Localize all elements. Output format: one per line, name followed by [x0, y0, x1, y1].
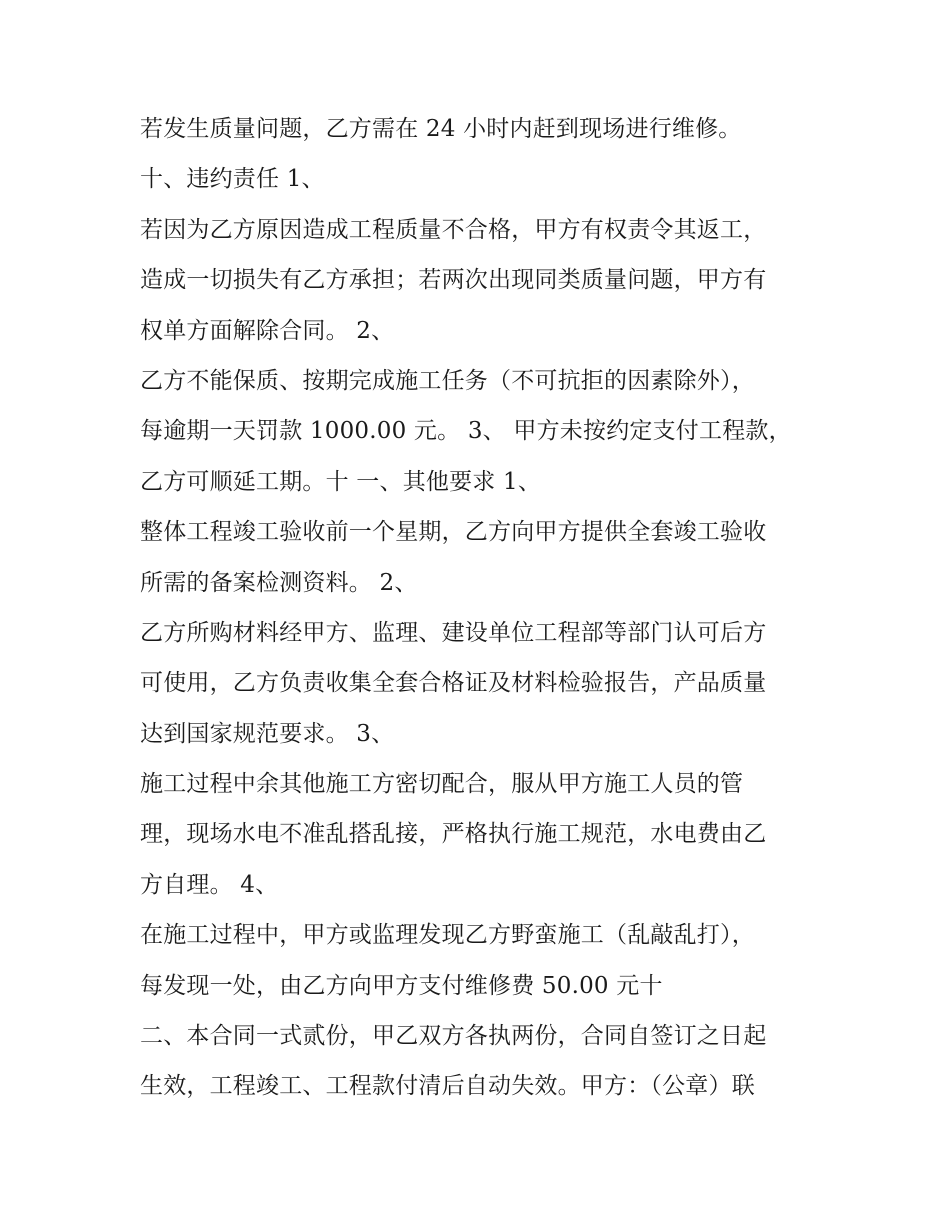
text-line: 乙方不能保质、按期完成施工任务（不可抗拒的因素除外），	[140, 367, 755, 394]
text-line: 在施工过程中，甲方或监理发现乙方野蛮施工（乱敲乱打），	[140, 922, 755, 949]
text-line: 二、本合同一式贰份，甲乙双方各执两份，合同自签订之日起	[140, 1023, 767, 1050]
text-line: 乙方所购材料经甲方、监理、建设单位工程部等部门认可后方	[140, 619, 767, 646]
text-line: 若因为乙方原因造成工程质量不合格，甲方有权责令其返工，	[140, 216, 767, 243]
text-line: 生效，工程竣工、工程款付清后自动失效。甲方：（公章）联	[140, 1073, 755, 1100]
text-line: 造成一切损失有乙方承担；若两次出现同类质量问题，甲方有	[140, 267, 767, 294]
text-line: 权单方面解除合同。 2、	[140, 317, 395, 344]
text-line: 乙方可顺延工期。十 一、其他要求 1、	[140, 468, 542, 495]
text-line: 施工过程中余其他施工方密切配合，服从甲方施工人员的管	[140, 771, 744, 798]
text-line: 整体工程竣工验收前一个星期，乙方向甲方提供全套竣工验收	[140, 519, 767, 546]
text-line: 若发生质量问题，乙方需在 24 小时内赶到现场进行维修。	[140, 116, 742, 142]
text-line: 方自理。 4、	[140, 871, 279, 898]
text-line: 每发现一处，由乙方向甲方支付维修费 50.00 元十	[140, 972, 663, 999]
text-line: 十、违约责任 1、	[140, 166, 325, 193]
contract-text	[140, 104, 830, 1112]
text-line: 理，现场水电不准乱搭乱接，严格执行施工规范，水电费由乙	[140, 821, 767, 848]
text-line: 所需的备案检测资料。 2、	[140, 569, 418, 596]
text-line: 每逾期一天罚款 1000.00 元。 3、 甲方未按约定支付工程款，	[140, 418, 792, 445]
text-line: 达到国家规范要求。 3、	[140, 720, 395, 747]
text-line: 可使用，乙方负责收集全套合格证及材料检验报告，产品质量	[140, 670, 767, 697]
